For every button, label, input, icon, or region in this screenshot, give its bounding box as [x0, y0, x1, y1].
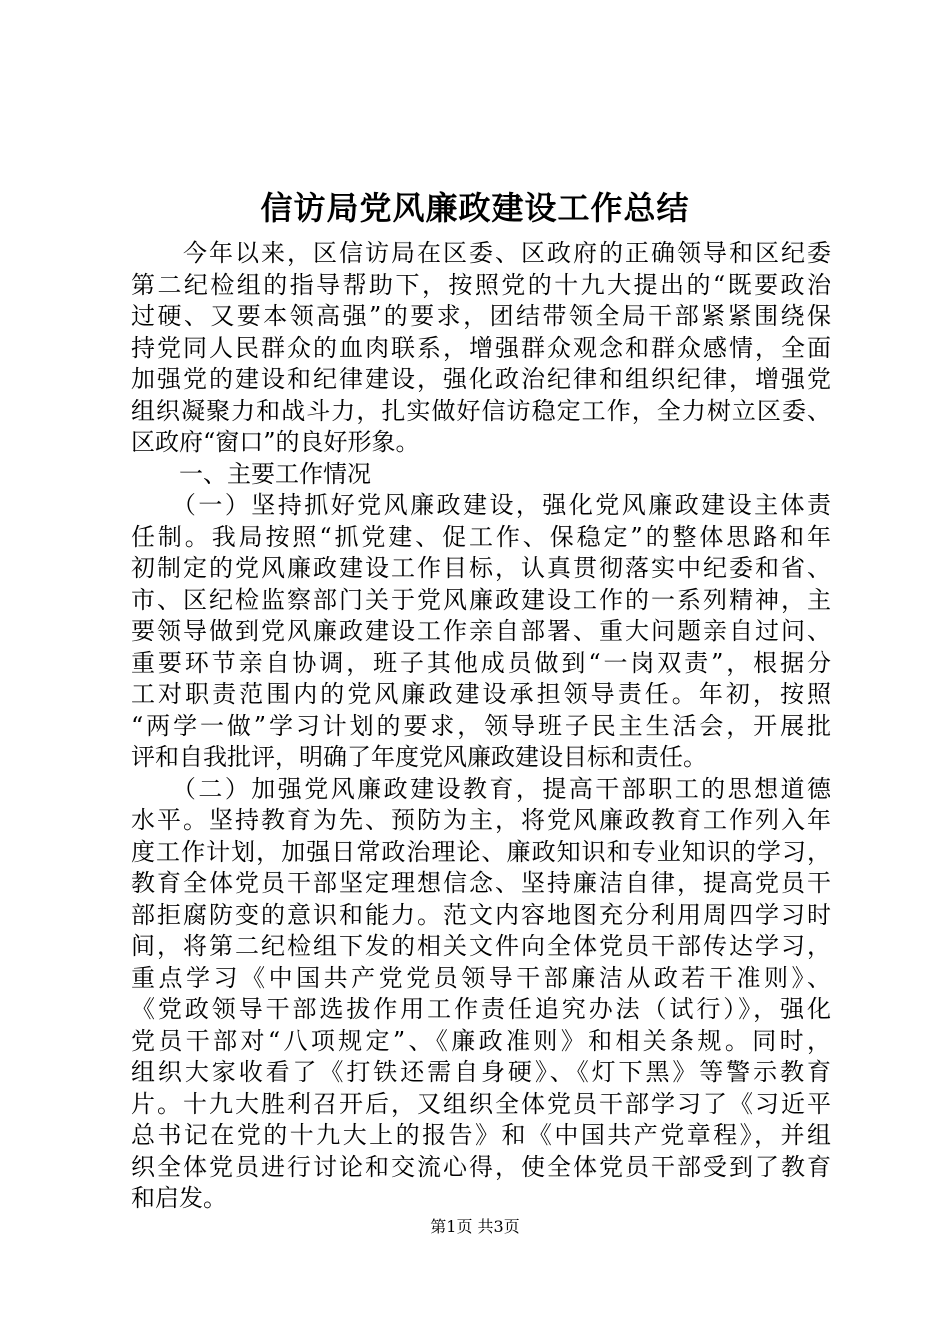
- body-line: 评和自我批评，明确了年度党风廉政建设目标和责任。: [131, 743, 707, 771]
- body-line: （二）加强党风廉政建设教育，提高干部职工的思想道德: [131, 774, 831, 803]
- body-line: 初制定的党风廉政建设工作目标，认真贯彻落实中纪委和省、: [131, 554, 831, 582]
- body-line: 《党政领导干部选拔作用工作责任追究办法（试行）》，强化: [131, 995, 831, 1023]
- body-line: 重点学习《中国共产党党员领导干部廉洁从政若干准则》、: [131, 963, 831, 992]
- body-line: 片。十九大胜利召开后，又组织全体党员干部学习了《习近平: [131, 1089, 831, 1118]
- body-line: “两学一做”学习计划的要求，领导班子民主生活会，开展批: [131, 711, 831, 740]
- body-line: 持党同人民群众的血肉联系，增强群众观念和群众感情，全面: [131, 333, 831, 362]
- body-line: 今年以来，区信访局在区委、区政府的正确领导和区纪委: [131, 239, 831, 267]
- body-line: 一、主要工作情况: [131, 459, 371, 488]
- body-line: 组织大家收看了《打铁还需自身硬》、《灯下黑》等警示教育: [131, 1058, 831, 1086]
- body-line: 区政府“窗口”的良好形象。: [131, 428, 420, 456]
- body-line: 过硬、又要本领高强”的要求，团结带领全局干部紧紧围绕保: [131, 302, 831, 330]
- body-line: 教育全体党员干部坚定理想信念、坚持廉洁自律，提高党员干: [131, 869, 831, 897]
- body-line: 加强党的建设和纪律建设，强化政治纪律和组织纪律，增强党: [131, 365, 831, 393]
- body-line: 重要环节亲自协调，班子其他成员做到“一岗双责”，根据分: [131, 648, 831, 677]
- body-line: 总书记在党的十九大上的报告》和《中国共产党章程》，并组: [131, 1121, 831, 1149]
- body-line: 工对职责范围内的党风廉政建设承担领导责任。年初，按照: [131, 680, 831, 708]
- body-line: 第二纪检组的指导帮助下，按照党的十九大提出的“既要政治: [131, 270, 831, 299]
- document-title: 信访局党风廉政建设工作总结: [260, 189, 690, 227]
- body-line: 水平。坚持教育为先、预防为主，将党风廉政教育工作列入年: [131, 806, 831, 834]
- body-line: 党员干部对“八项规定”、《廉政准则》和相关条规。同时，: [131, 1026, 831, 1055]
- body-line: 要领导做到党风廉政建设工作亲自部署、重大问题亲自过问、: [131, 617, 831, 645]
- body-line: 部拒腐防变的意识和能力。范文内容地图充分利用周四学习时: [131, 900, 831, 929]
- body-line: 度工作计划，加强日常政治理论、廉政知识和专业知识的学习，: [131, 837, 831, 866]
- body-line: 织全体党员进行讨论和交流心得，使全体党员干部受到了教育: [131, 1152, 831, 1181]
- page-footer: 第1页 共3页: [430, 1217, 520, 1236]
- body-line: 和启发。: [131, 1184, 227, 1212]
- document-body: [131, 238, 831, 1215]
- body-line: 任制。我局按照“抓党建、促工作、保稳定”的整体思路和年: [131, 522, 831, 551]
- body-line: （一）坚持抓好党风廉政建设，强化党风廉政建设主体责: [131, 491, 831, 519]
- body-line: 间，将第二纪检组下发的相关文件向全体党员干部传达学习，: [131, 932, 831, 960]
- body-line: 组织凝聚力和战斗力，扎实做好信访稳定工作，全力树立区委、: [131, 396, 831, 425]
- body-line: 市、区纪检监察部门关于党风廉政建设工作的一系列精神，主: [131, 585, 831, 614]
